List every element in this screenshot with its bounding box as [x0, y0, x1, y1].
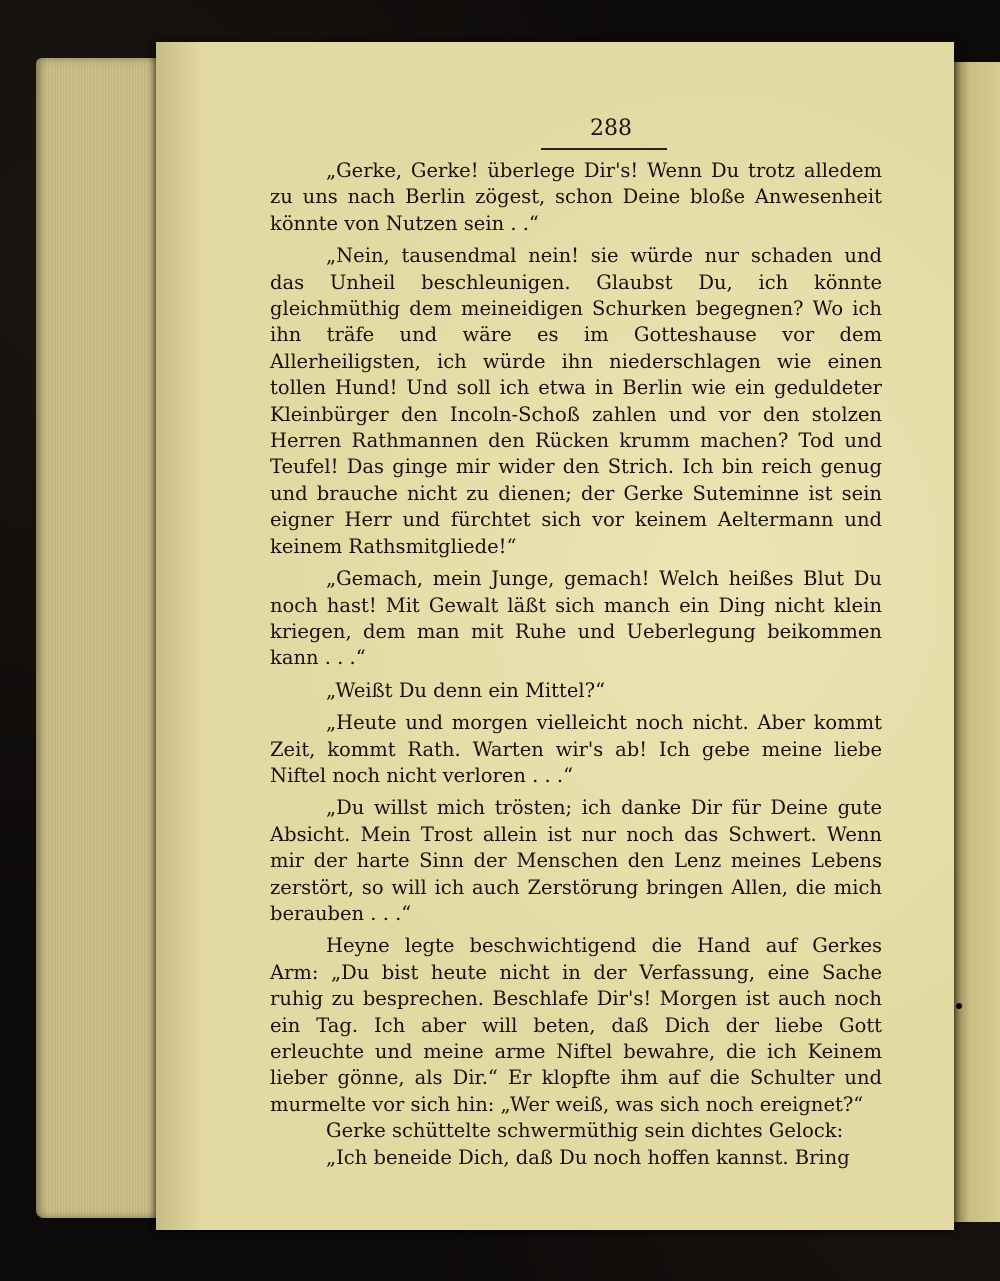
paragraph: „Gerke, Gerke! überlege Dir's! Wenn Du trotz alledem zu uns nach Berlin zögest, schon Deine bloße Anwesenheit könnte von Nutzen sein . .“: [270, 159, 882, 235]
paragraph: „Du willst mich trösten; ich danke Dir für Deine gute Absicht. Mein Trost allein ist nur noch das Schwert. Wenn mir der harte Sinn der Menschen den Lenz meines Lebens zerstört, so will ich auch Zerstörung bringen Allen, die mich berauben . . .“: [270, 796, 882, 925]
binding-mark: [956, 1003, 962, 1009]
paragraph: „Heute und morgen vielleicht noch nicht. Aber kommt Zeit, kommt Rath. Warten wir's ab! Ich gebe meine liebe Niftel noch nicht verloren . . .“: [270, 711, 882, 787]
paragraph: Heyne legte beschwichtigend die Hand auf Gerkes Arm: „Du bist heute nicht in der Verfassung, eine Sache ruhig zu besprechen. Beschlafe Dir's! Morgen ist auch noch ein Tag. Ich aber will beten, daß Dich der liebe Gott erleuchte und meine arme Niftel bewahre, die ich Keinem lieber gönne, als Dir.“ Er klopfte ihm auf die Schulter und murmelte vor sich hin: „Wer weiß, was sich noch ereignet?“: [270, 934, 882, 1116]
facing-page-edge: [952, 62, 1000, 1222]
paragraph: „Weißt Du denn ein Mittel?“: [326, 678, 606, 702]
paragraph: „Gemach, mein Junge, gemach! Welch heißes Blut Du noch hast! Mit Gewalt läßt sich manch ein Ding nicht klein kriegen, dem man mit Ruhe und Ueberlegung beikommen kann . . .“: [270, 567, 882, 670]
header-rule: [541, 148, 667, 150]
page-number: 288: [590, 116, 632, 141]
paragraph: „Ich beneide Dich, daß Du noch hoffen kannst. Bring: [326, 1145, 850, 1169]
body-text: [270, 158, 882, 1171]
paragraph: „Nein, tausendmal nein! sie würde nur schaden und das Unheil beschleunigen. Glaubst Du, ich könnte gleichmüthig dem meineidigen Schurken begegnen? Wo ich ihn träfe und wäre es im Gotteshause vor dem Allerheiligsten, ich würde ihn niederschlagen wie einen tollen Hund! Und soll ich etwa in Berlin wie ein geduldeter Kleinbürger den Incoln-Schoß zahlen und vor den stolzen Herren Rathmannen den Rücken krumm machen? Tod und Teufel! Das ginge mir wider den Strich. Ich bin reich genug und brauche nicht zu dienen; der Gerke Suteminne ist sein eigner Herr und fürchtet sich vor keinem Aeltermann und keinem Rathsmitgliede!“: [270, 244, 882, 558]
paragraph: Gerke schüttelte schwermüthig sein dichtes Gelock:: [326, 1119, 844, 1143]
